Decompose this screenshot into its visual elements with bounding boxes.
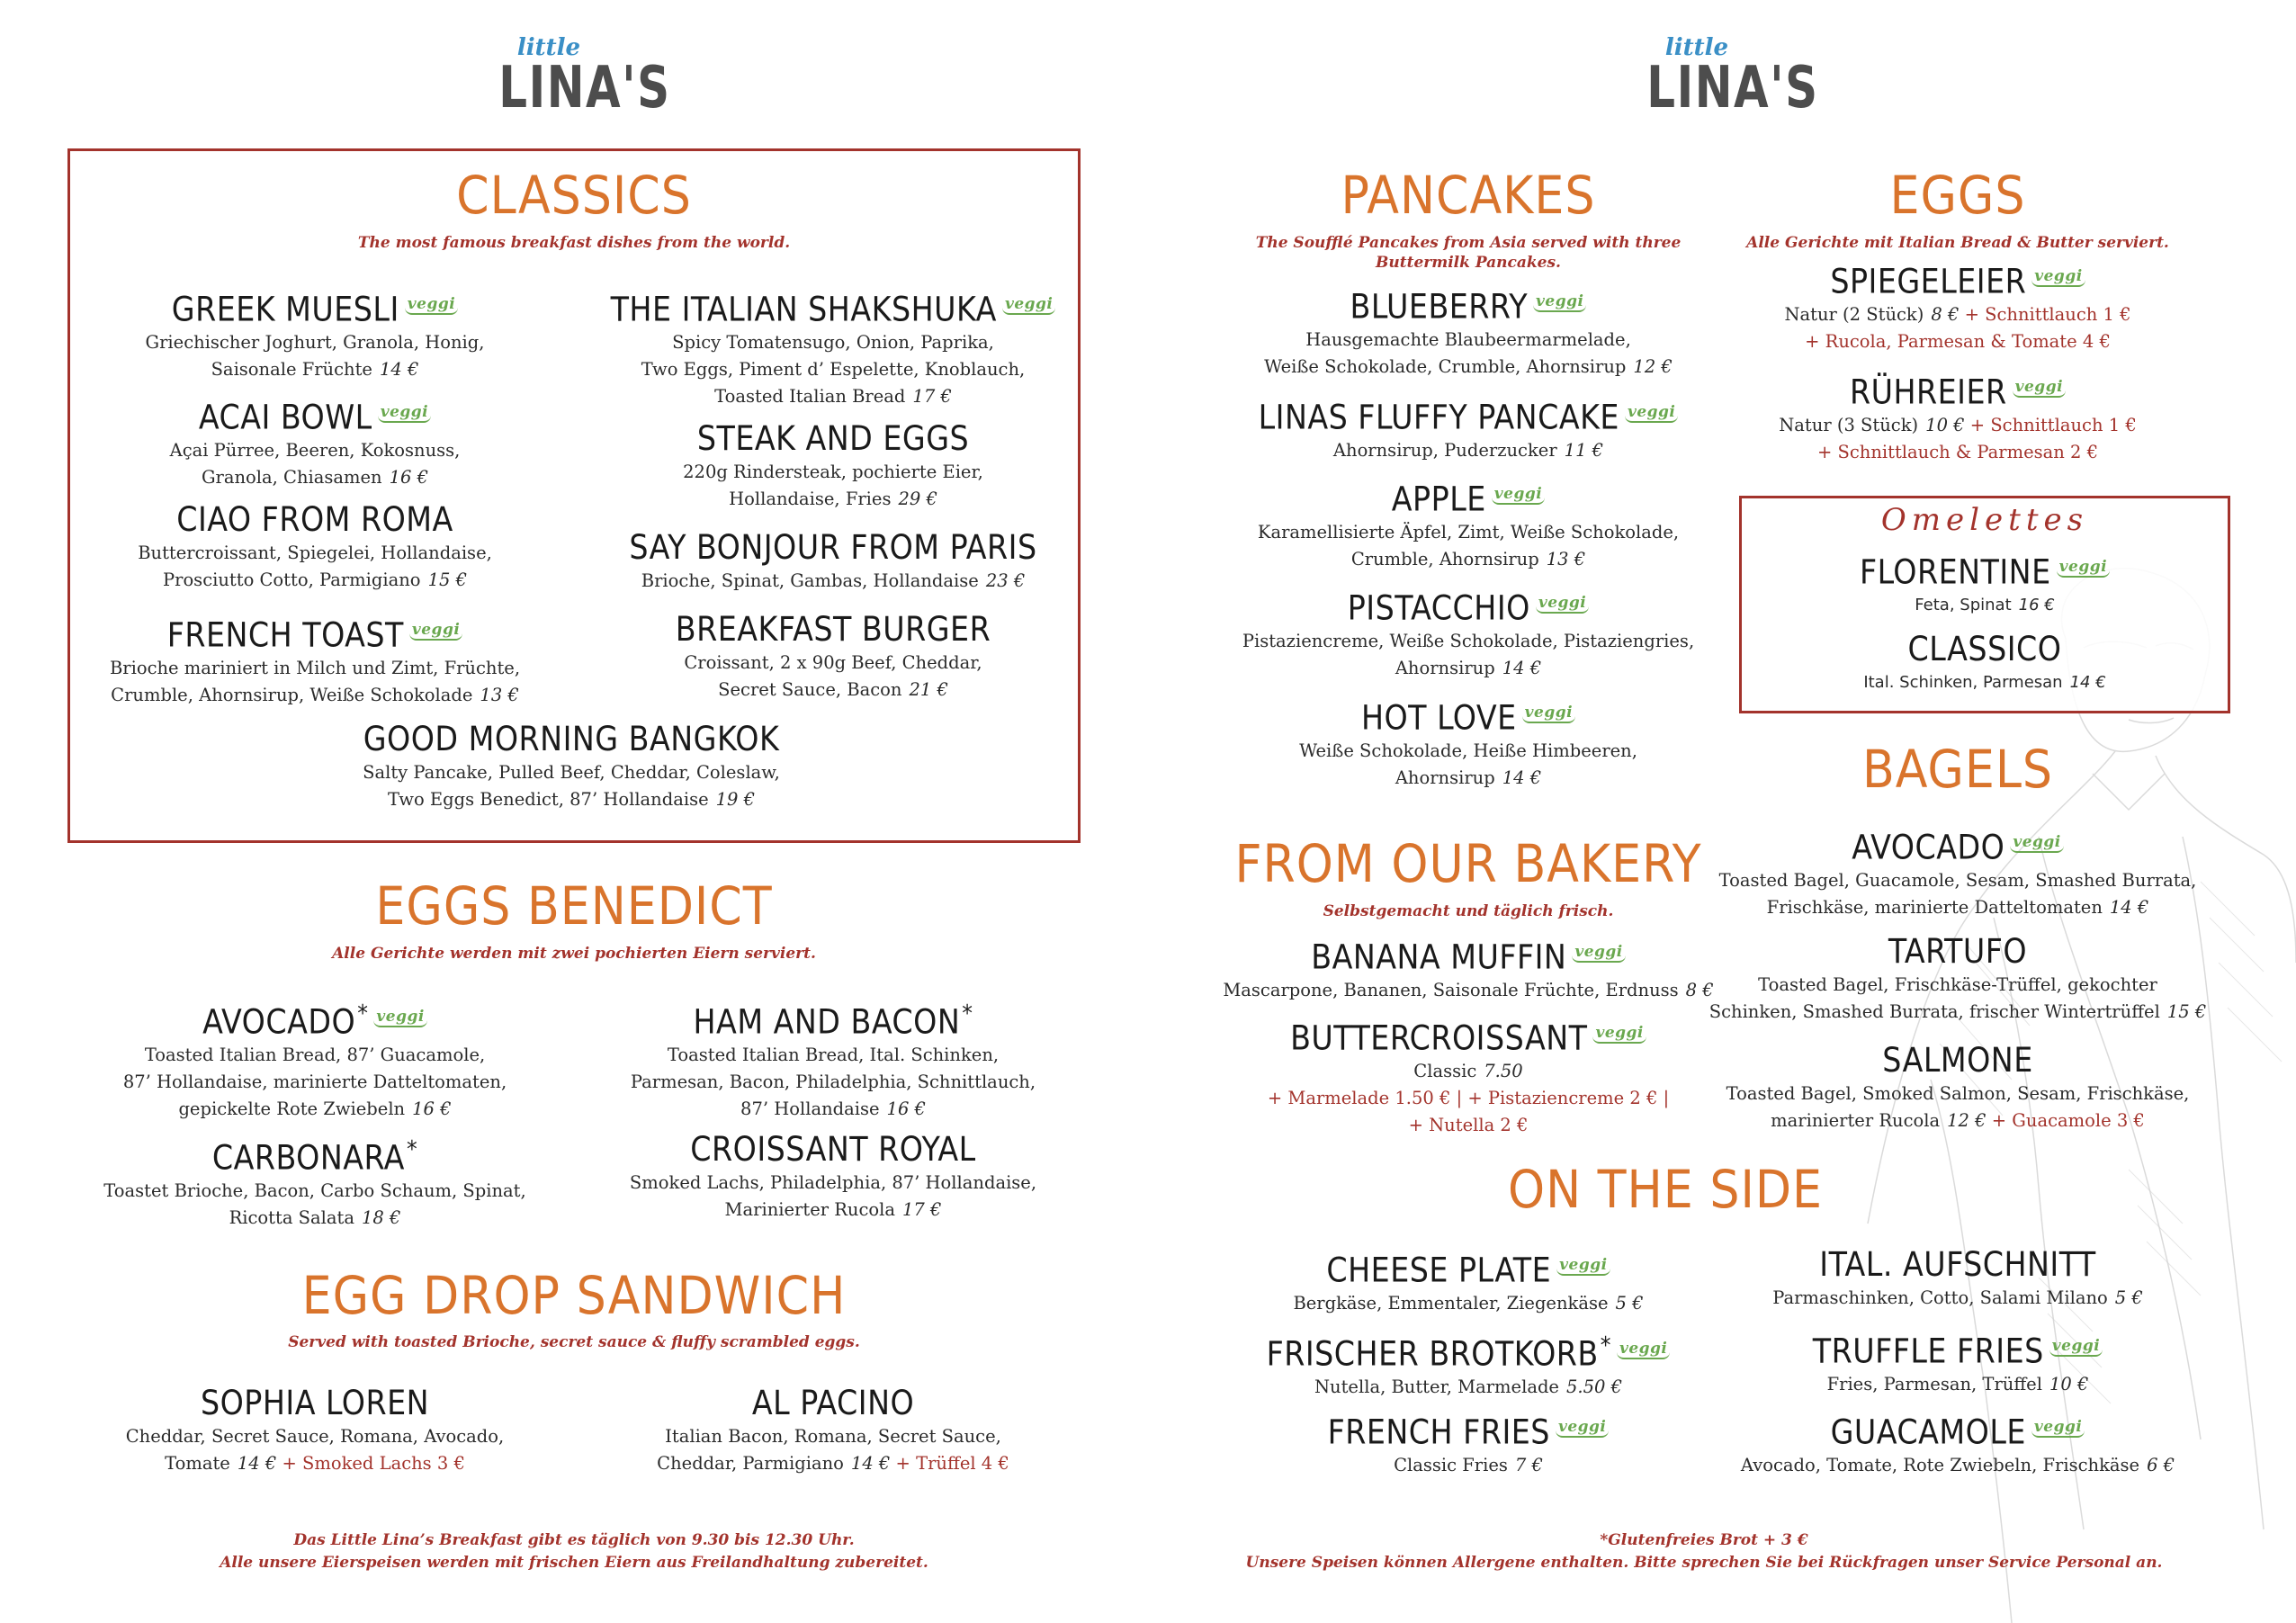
item-price: 8 € [1931, 304, 1960, 326]
footer-line: *Glutenfreies Brot + 3 € [1600, 1531, 1808, 1549]
menu-item [608, 284, 1058, 410]
item-desc: Italian Bacon, Romana, Secret Sauce, [665, 1426, 1001, 1447]
item-name: CHEESE PLATE [1326, 1251, 1552, 1290]
item-name: AVOCADO [202, 1002, 356, 1042]
bakery-subtitle: Selbstgemacht und täglich frisch. [1323, 902, 1614, 920]
menu-item [90, 284, 540, 383]
item-desc: Salty Pancake, Pulled Beef, Cheddar, Coleslaw, [363, 762, 780, 783]
item-desc: Feta, Spinat [1915, 596, 2012, 615]
item-desc: Toastet Brioche, Bacon, Carbo Schaum, Spinat, [103, 1180, 526, 1202]
bagels-title: BAGELS [1861, 739, 2054, 800]
item-desc: 87’ Hollandaise, marinierte Datteltomaten, [122, 1072, 507, 1093]
menu-item [90, 1384, 540, 1477]
menu-item [608, 1384, 1058, 1477]
item-name: FLORENTINE [1859, 552, 2051, 592]
item-desc: Croissant, 2 x 90g Beef, Cheddar, [684, 652, 982, 673]
item-desc: Spicy Tomatensugo, Onion, Paprika, [672, 332, 994, 354]
item-name: GOOD MORNING BANGKOK [363, 720, 780, 758]
item-price: 7 € [1514, 1455, 1543, 1476]
item-price: 6 € [2147, 1455, 2175, 1476]
logo-name: LINA'S [1646, 55, 1819, 121]
veggi-badge: veggi [2049, 1337, 2103, 1357]
item-name: SPIEGELEIER [1830, 262, 2027, 301]
item-extra: + Marmelade 1.50 € | + Pistaziencreme 2 € | [1267, 1088, 1670, 1109]
item-desc: gepickelte Rote Zwiebeln [178, 1098, 406, 1120]
item-name: TRUFFLE FRIES [1812, 1332, 2044, 1371]
item-name: ITAL. AUFSCHNITT [1819, 1245, 2096, 1284]
item-name: FRENCH TOAST [166, 615, 404, 655]
gluten-free-star: * [357, 1000, 369, 1027]
item-name: CROISSANT ROYAL [690, 1130, 976, 1169]
item-desc: Avocado, Tomate, Rote Zwiebeln, Frischkäse [1740, 1455, 2140, 1476]
menu-item [1706, 822, 2210, 921]
item-desc: Frischkäse, marinierte Datteltomaten [1766, 897, 2103, 919]
gluten-free-star: * [406, 1136, 418, 1163]
veggi-badge: veggi [378, 403, 431, 423]
veggi-badge: veggi [1556, 1418, 1609, 1438]
item-extra: + Schnittlauch 1 € [1969, 415, 2137, 436]
item-price: 18 € [361, 1207, 401, 1229]
item-desc: Cheddar, Secret Sauce, Romana, Avocado, [125, 1426, 505, 1447]
item-price: 5 € [2114, 1287, 2143, 1308]
item-desc: Weiße Schokolade, Crumble, Ahornsirup [1264, 356, 1627, 378]
item-name: AVOCADO [1852, 828, 2005, 867]
item-name: FRISCHER BROTKORB [1266, 1334, 1599, 1374]
logo-name: LINA'S [498, 55, 671, 121]
footer-line: Das Little Lina’s Breakfast gibt es täglich von 9.30 bis 12.30 Uhr. [293, 1531, 855, 1549]
logo-little: little [516, 34, 581, 61]
footer-line: Unsere Speisen können Allergene enthalten. Bitte sprechen Sie bei Rückfragen unser Service Personal an. [1245, 1554, 2163, 1572]
item-desc: Classic [1413, 1061, 1477, 1082]
item-price: 15 € [427, 569, 467, 590]
menu-item [90, 994, 540, 1123]
item-price: 16 € [2018, 596, 2055, 615]
veggi-badge: veggi [409, 621, 462, 641]
item-name: CIAO FROM ROMA [176, 500, 453, 539]
gluten-free-star: * [1600, 1332, 1611, 1359]
item-price: 16 € [389, 467, 429, 489]
item-name: SALMONE [1882, 1041, 2033, 1080]
item-name: LINAS FLUFFY PANCAKE [1258, 398, 1619, 437]
item-desc: Toasted Italian Bread, Ital. Schinken, [667, 1045, 1000, 1066]
menu-item [1198, 282, 1738, 381]
item-name: GUACAMOLE [1830, 1412, 2026, 1452]
menu-item [90, 500, 540, 594]
item-price: 19 € [715, 789, 756, 810]
item-price: 14 € [1502, 767, 1542, 789]
item-desc: 220g Rindersteak, pochierte Eier, [683, 462, 983, 482]
item-extra: + Smoked Lachs 3 € [282, 1453, 465, 1474]
item-extra: + Guacamole 3 € [1991, 1110, 2145, 1131]
eggs-benedict-subtitle: Alle Gerichte werden mit zwei pochierten Eiern serviert. [332, 945, 816, 963]
menu-item [608, 1130, 1058, 1224]
menu-item [1198, 1326, 1738, 1401]
item-desc: Crumble, Ahornsirup [1350, 549, 1539, 570]
item-desc: Crumble, Ahornsirup, Weiße Schokolade [111, 685, 473, 706]
item-extra: + Schnittlauch 1 € [1964, 304, 2131, 326]
item-desc: Hausgemachte Blaubeermarmelade, [1305, 329, 1631, 351]
menu-item [1706, 932, 2210, 1026]
eggs-benedict-title: EGGS BENEDICT [375, 875, 773, 937]
item-desc: Toasted Bagel, Frischkäse-Trüffel, gekochter [1758, 974, 2157, 995]
item-name: FRENCH FRIES [1327, 1412, 1550, 1452]
item-price: 17 € [902, 1199, 942, 1220]
item-name: BUTTERCROISSANT [1290, 1018, 1588, 1058]
veggi-badge: veggi [373, 1008, 426, 1027]
menu-item [608, 419, 1058, 513]
right-menu-page [1148, 0, 2296, 1623]
pancakes-title: PANCAKES [1341, 165, 1596, 226]
menu-item [1198, 932, 1738, 1004]
item-price: 10 € [1925, 415, 1965, 436]
veggi-badge: veggi [2010, 833, 2063, 853]
veggi-badge: veggi [1572, 943, 1625, 963]
subtitle-line: The Soufflé Pancakes from Asia served with three [1255, 234, 1682, 252]
item-price: 14 € [850, 1453, 891, 1474]
item-desc: Natur (2 Stück) [1784, 304, 1924, 326]
item-price: 10 € [2049, 1374, 2089, 1395]
item-desc: Cheddar, Parmigiano [657, 1453, 844, 1474]
item-desc: Natur (3 Stück) [1779, 415, 1919, 436]
menu-item [1706, 1245, 2210, 1312]
item-desc: Weiße Schokolade, Heiße Himbeeren, [1299, 740, 1637, 762]
logo [477, 34, 675, 121]
item-extra: + Rucola, Parmesan & Tomate 4 € [1805, 331, 2111, 353]
veggi-badge: veggi [2057, 558, 2110, 578]
item-desc: Karamellisierte Äpfel, Zimt, Weiße Schokolade, [1257, 522, 1680, 543]
menu-item [1742, 630, 2228, 696]
footer-note [67, 1529, 1081, 1574]
veggi-badge: veggi [1002, 295, 1055, 315]
item-name: BANANA MUFFIN [1311, 937, 1567, 977]
eggs-subtitle: Alle Gerichte mit Italian Bread & Butter serviert. [1746, 234, 2169, 252]
item-name: GREEK MUESLI [171, 290, 399, 329]
item-desc: Toasted Italian Bread [714, 386, 906, 408]
item-name: APPLE [1391, 480, 1486, 519]
item-extra: + Nutella 2 € [1408, 1115, 1529, 1136]
item-desc: Ital. Schinken, Parmesan [1863, 673, 2063, 692]
item-price: 21 € [909, 679, 948, 700]
menu-item [1198, 392, 1738, 464]
veggi-badge: veggi [2013, 378, 2066, 398]
item-desc: Toasted Bagel, Smoked Salmon, Sesam, Frischkäse, [1726, 1083, 2190, 1104]
menu-item [1706, 1326, 2210, 1398]
subtitle-line: Buttermilk Pancakes. [1376, 254, 1561, 272]
item-desc: Classic Fries [1394, 1455, 1508, 1476]
gluten-free-star: * [962, 1000, 973, 1027]
item-price: 15 € [2166, 1001, 2207, 1022]
item-price: 16 € [886, 1098, 926, 1120]
item-price: 7.50 [1484, 1061, 1523, 1082]
item-name: BREAKFAST BURGER [675, 610, 991, 649]
item-name: HAM AND BACON [693, 1002, 961, 1042]
logo [1625, 34, 1823, 121]
item-desc: Parmaschinken, Cotto, Salami Milano [1772, 1287, 2108, 1308]
item-desc: Tomate [165, 1453, 230, 1474]
menu-item [1198, 1245, 1738, 1317]
item-name: HOT LOVE [1360, 698, 1517, 738]
menu-item [90, 610, 540, 709]
item-name: STEAK AND EGGS [696, 419, 970, 458]
item-desc: Schinken, Smashed Burrata, frischer Wintertrüffel [1709, 1001, 2160, 1022]
menu-item [1706, 367, 2210, 466]
veggi-badge: veggi [1625, 403, 1678, 423]
veggi-badge: veggi [1533, 292, 1586, 312]
item-name: AL PACINO [751, 1384, 915, 1422]
menu-item [608, 994, 1058, 1123]
classics-subtitle: The most famous breakfast dishes from the world. [357, 234, 791, 252]
item-desc: Two Eggs, Piment d’ Espelette, Knoblauch, [641, 359, 1026, 381]
item-name: CARBONARA [211, 1138, 405, 1178]
item-price: 13 € [1546, 549, 1586, 570]
item-name: SOPHIA LOREN [200, 1384, 430, 1422]
item-desc: Toasted Bagel, Guacamole, Sesam, Smashed Burrata, [1718, 870, 2197, 892]
item-desc: Parmesan, Bacon, Philadelphia, Schnittlauch, [630, 1072, 1036, 1093]
veggi-badge: veggi [405, 295, 458, 315]
veggi-badge: veggi [1536, 594, 1589, 614]
menu-item [1706, 1041, 2210, 1134]
item-name: TARTUFO [1888, 932, 2028, 971]
item-desc: Griechischer Joghurt, Granola, Honig, [145, 332, 485, 354]
menu-item [1742, 547, 2228, 619]
item-desc: Bergkäse, Emmentaler, Ziegenkäse [1293, 1293, 1609, 1314]
menu-item [1706, 1407, 2210, 1479]
classics-title: CLASSICS [456, 165, 692, 226]
item-desc: Toasted Italian Bread, 87’ Guacamole, [144, 1045, 486, 1066]
item-price: 23 € [985, 570, 1026, 591]
menu-item [1198, 1013, 1738, 1139]
item-desc: Saisonale Früchte [211, 359, 372, 381]
omelettes-title: Omelettes [1880, 502, 2089, 538]
item-desc: Smoked Lachs, Philadelphia, 87’ Hollandaise, [629, 1172, 1037, 1193]
veggi-badge: veggi [1492, 485, 1545, 505]
item-name: THE ITALIAN SHAKSHUKA [610, 290, 997, 329]
item-desc: Secret Sauce, Bacon [718, 679, 902, 700]
veggi-badge: veggi [1522, 704, 1575, 723]
veggi-badge: veggi [2031, 267, 2085, 287]
item-price: 14 € [2109, 897, 2149, 919]
item-desc: Ahornsirup [1395, 658, 1495, 679]
item-extra: + Schnittlauch & Parmesan 2 € [1816, 442, 2099, 463]
item-desc: Ahornsirup [1395, 767, 1495, 789]
menu-item [1198, 1407, 1738, 1479]
item-desc: Brioche mariniert in Milch und Zimt, Früchte, [109, 658, 521, 679]
item-name: SAY BONJOUR FROM PARIS [629, 528, 1037, 567]
menu-item [90, 392, 540, 491]
item-extra: + Trüffel 4 € [895, 1453, 1009, 1474]
item-price: 13 € [480, 685, 519, 706]
item-desc: Fries, Parmesan, Trüffel [1826, 1374, 2042, 1395]
bakery-title: FROM OUR BAKERY [1234, 833, 1702, 894]
item-desc: 87’ Hollandaise [740, 1098, 880, 1120]
menu-item [301, 720, 841, 813]
pancakes-subtitle [1198, 233, 1738, 273]
item-desc: Pistaziencreme, Weiße Schokolade, Pistaziengries, [1242, 631, 1695, 652]
item-desc: Marinierter Rucola [724, 1199, 896, 1220]
menu-item [90, 1130, 540, 1232]
item-desc: Prosciutto Cotto, Parmigiano [163, 569, 421, 590]
item-desc: Buttercroissant, Spiegelei, Hollandaise, [138, 542, 492, 563]
item-price: 29 € [898, 489, 937, 509]
veggi-badge: veggi [1556, 1256, 1610, 1276]
item-desc: Açai Pürree, Beeren, Kokosnuss, [169, 440, 461, 462]
menu-item [1198, 583, 1738, 682]
logo-little: little [1664, 34, 1729, 61]
item-price: 8 € [1685, 980, 1714, 1001]
menu-item [608, 610, 1058, 704]
egg-drop-title: EGG DROP SANDWICH [301, 1265, 847, 1326]
item-name: CLASSICO [1907, 630, 2062, 668]
item-price: 14 € [379, 359, 419, 381]
item-price: 17 € [912, 386, 952, 408]
item-desc: Ricotta Salata [229, 1207, 354, 1229]
item-name: RÜHREIER [1849, 372, 2007, 412]
footer-note [1198, 1529, 2210, 1574]
on-the-side-title: ON THE SIDE [1508, 1159, 1823, 1220]
menu-item [1198, 474, 1738, 573]
veggi-badge: veggi [2031, 1418, 2085, 1438]
item-desc: Mascarpone, Bananen, Saisonale Früchte, Erdnuss [1223, 980, 1679, 1001]
item-name: ACAI BOWL [198, 398, 372, 437]
item-name: PISTACCHIO [1347, 588, 1530, 628]
item-desc: Two Eggs Benedict, 87’ Hollandaise [387, 789, 709, 810]
item-desc: Hollandaise, Fries [729, 489, 892, 509]
item-name: BLUEBERRY [1350, 287, 1529, 327]
menu-item [608, 528, 1058, 595]
veggi-badge: veggi [1617, 1340, 1670, 1359]
item-price: 14 € [237, 1453, 277, 1474]
item-desc: Ahornsirup, Puderzucker [1332, 440, 1557, 462]
item-desc: Brioche, Spinat, Gambas, Hollandaise [641, 570, 979, 591]
item-price: 14 € [2069, 673, 2106, 692]
item-price: 12 € [1947, 1110, 1987, 1131]
item-price: 12 € [1633, 356, 1673, 378]
footer-line: Alle unsere Eierspeisen werden mit frischen Eiern aus Freilandhaltung zubereitet. [220, 1554, 928, 1572]
menu-item [1706, 256, 2210, 355]
item-price: 5.50 € [1565, 1376, 1623, 1398]
item-price: 14 € [1502, 658, 1542, 679]
menu-item [1198, 693, 1738, 792]
veggi-badge: veggi [1592, 1024, 1646, 1044]
item-desc: Nutella, Butter, Marmelade [1314, 1376, 1559, 1398]
item-desc: marinierter Rucola [1771, 1110, 1941, 1131]
item-price: 11 € [1564, 440, 1604, 462]
item-desc: Granola, Chiasamen [201, 467, 382, 489]
egg-drop-subtitle: Served with toasted Brioche, secret sauce & fluffy scrambled eggs. [288, 1333, 860, 1351]
item-price: 16 € [412, 1098, 452, 1120]
eggs-title: EGGS [1889, 165, 2026, 226]
item-price: 5 € [1615, 1293, 1644, 1314]
